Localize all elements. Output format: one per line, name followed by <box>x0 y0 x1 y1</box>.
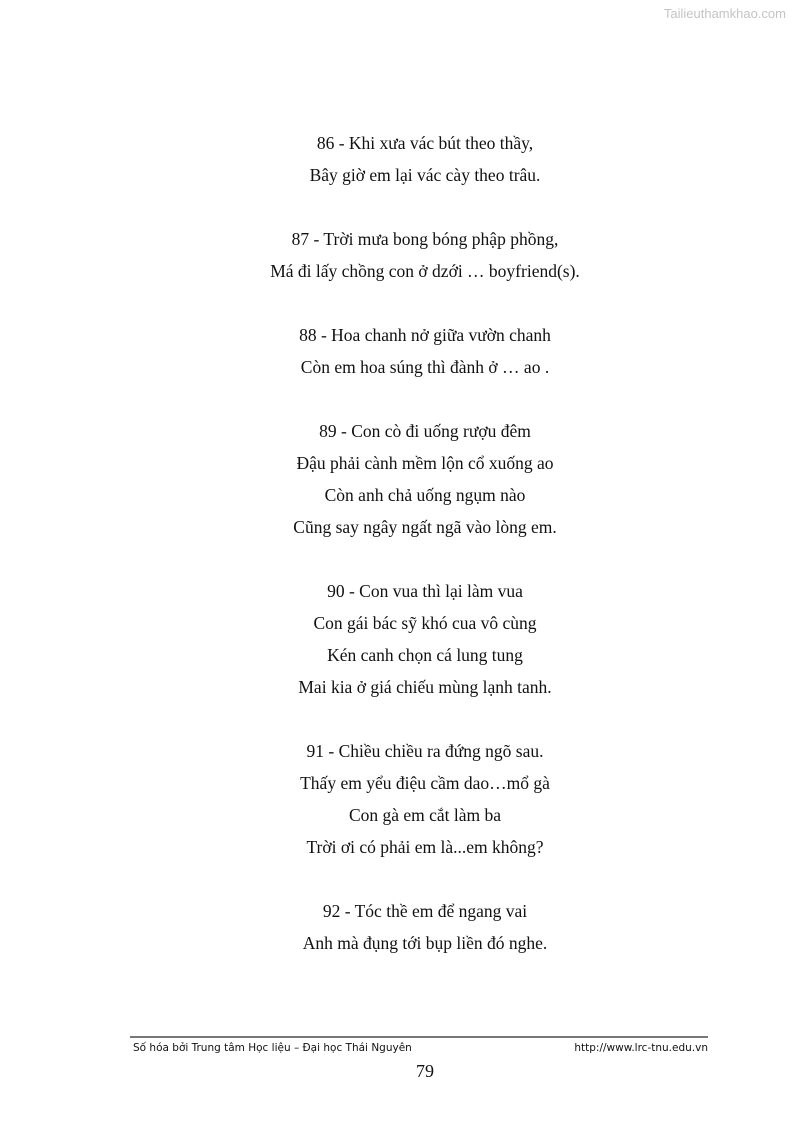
verse-line: 86 - Khi xưa vác bút theo thầy, <box>316 133 534 153</box>
verse-line: 88 - Hoa chanh nở giữa vườn chanh <box>299 325 551 345</box>
stanza <box>0 127 794 191</box>
verse-line: Bây giờ em lại vác cày theo trâu. <box>309 165 541 185</box>
verse-line: Còn em hoa súng thì đành ở … ao . <box>300 357 550 377</box>
stanza <box>0 735 794 863</box>
footer-source: Số hóa bởi Trung tâm Học liệu – Đại học Thái Nguyên <box>133 1042 412 1054</box>
verse-line: 89 - Con cò đi uống rượu đêm <box>319 421 531 441</box>
poem-body <box>0 127 794 991</box>
stanza <box>0 575 794 703</box>
verse-line: Cũng say ngây ngất ngã vào lòng em. <box>293 517 557 537</box>
page-number: 79 <box>416 1061 434 1081</box>
verse-line: Anh mà đụng tới bụp liền đó nghe. <box>302 933 548 953</box>
stanza <box>0 895 794 959</box>
verse-line: Thấy em yểu điệu cầm dao…mổ gà <box>300 773 550 793</box>
verse-line: Má đi lấy chồng con ở dzới … boyfriend(s). <box>270 261 580 281</box>
verse-line: Kén canh chọn cá lung tung <box>327 645 523 665</box>
footer-divider <box>130 1036 708 1038</box>
footer-url[interactable]: http://www.lrc-tnu.edu.vn <box>574 1042 708 1054</box>
verse-line: Con gái bác sỹ khó cua vô cùng <box>313 613 537 633</box>
verse-line: 90 - Con vua thì lại làm vua <box>327 581 523 601</box>
stanza <box>0 319 794 383</box>
verse-line: Đậu phải cành mềm lộn cổ xuống ao <box>296 453 554 473</box>
watermark: Tailieuthamkhao.com <box>663 6 786 21</box>
verse-line: Con gà em cắt làm ba <box>348 805 502 825</box>
stanza <box>0 415 794 543</box>
verse-line: 91 - Chiều chiều ra đứng ngõ sau. <box>306 741 544 761</box>
verse-line: 87 - Trời mưa bong bóng phập phồng, <box>291 229 559 249</box>
verse-line: Còn anh chả uống ngụm nào <box>324 485 526 505</box>
verse-line: Mai kia ở giá chiếu mùng lạnh tanh. <box>298 677 552 697</box>
verse-line: Trời ơi có phải em là...em không? <box>306 837 544 857</box>
stanza <box>0 223 794 287</box>
verse-line: 92 - Tóc thề em để ngang vai <box>322 901 528 921</box>
